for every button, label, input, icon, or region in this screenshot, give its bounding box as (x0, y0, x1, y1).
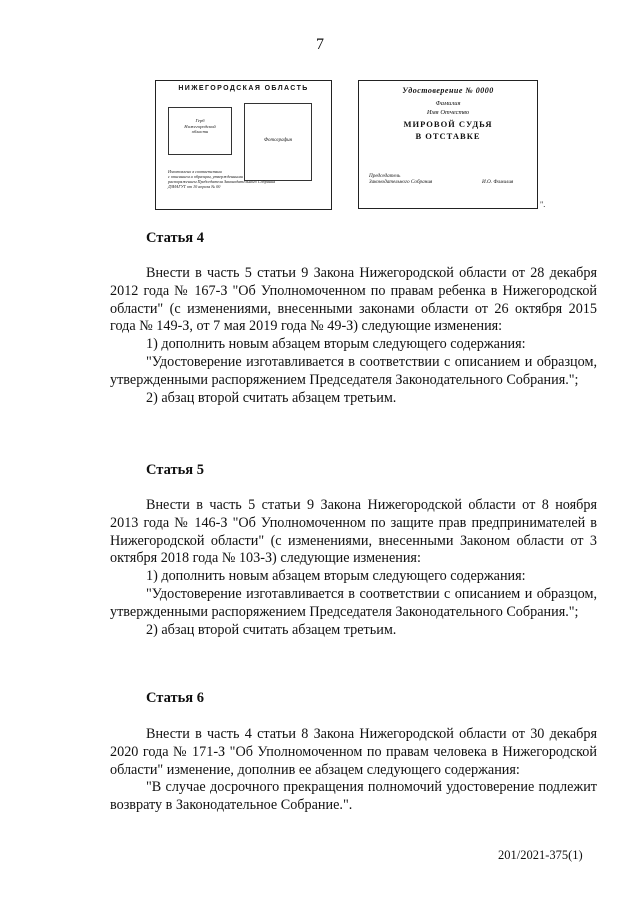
coat-of-arms-box (168, 107, 232, 155)
card-footnote (168, 169, 278, 189)
id-card-right-sample (358, 80, 538, 209)
article-4-heading: Статья 4 (146, 230, 204, 246)
card-footnote-line: с описанием и образцом, утвержденными (168, 174, 243, 179)
surname: Фамилия (435, 100, 461, 107)
emblem-line: Нижегородской (184, 123, 216, 129)
certificate-title: Удостоверение № 0000 (402, 86, 494, 95)
card-region-title: НИЖЕГОРОДСКАЯ ОБЛАСТЬ (178, 85, 309, 92)
card-footnote-line: распоряжением Председателя Законодательного Собрания (168, 179, 276, 184)
card-footnote-line: ДЗНАГУТ от 10 апреля № 00 (168, 184, 221, 189)
paragraph: 1) дополнить новым абзацем вторым следующего содержания: (146, 568, 526, 585)
chairman-line: Законодательного Собрания (369, 179, 433, 185)
article-4-body (110, 265, 597, 407)
paragraph: "Удостоверение изготавливается в соответствии с описанием и образцом, утвержденными распоряжением Председателя Законодательного Собрания."; (110, 353, 597, 388)
card-footnote-line: Изготовлено в соответствии (168, 169, 222, 174)
article-5-body (110, 497, 597, 639)
id-card-left-sample (155, 80, 332, 210)
chairman-line: Председатель (369, 173, 401, 179)
paragraph: 2) абзац второй считать абзацем третьим. (146, 621, 397, 638)
emblem-line: Герб (195, 118, 205, 123)
article-5-heading: Статья 5 (146, 462, 204, 478)
paragraph: Внести в часть 5 статьи 9 Закона Нижегородской области от 8 ноября 2013 года № 146-З "Об Уполномоченном по защите прав предпринимателей в Нижегородской области" (с изменениями, внесенными Законом области от 3 октября 2018 года № 103-З) следующие изменения: (110, 497, 597, 567)
paragraph: "В случае досрочного прекращения полномочий удостоверение подлежит возврату в Законодательное Собрание.". (110, 779, 597, 814)
page-number: 7 (316, 36, 324, 53)
paragraph: 2) абзац второй считать абзацем третьим. (146, 389, 397, 406)
position-line-1: МИРОВОЙ СУДЬЯ (403, 119, 493, 129)
paragraph: Внести в часть 5 статьи 9 Закона Нижегородской области от 28 декабря 2012 года № 167-З "Об Уполномоченном по правам ребенка в Нижегородской области" (с изменениями, внесенными законами области от 26 октября 2015 года № 149-З, от 7 мая 2019 года № 49-З) следующие изменения: (110, 265, 597, 335)
article-6-heading: Статья 6 (146, 690, 204, 706)
photo-label: Фотография (264, 138, 292, 143)
signature-name: И.О. Фамилия (482, 179, 514, 185)
paragraph: "Удостоверение изготавливается в соответствии с описанием и образцом, утвержденными распоряжением Председателя Законодательного Собрания."; (110, 585, 597, 620)
paragraph: 1) дополнить новым абзацем вторым следующего содержания: (146, 336, 526, 353)
closing-quote: ". (540, 200, 546, 209)
chairman-label (369, 173, 432, 185)
document-number: 201/2021-375(1) (498, 848, 583, 862)
position-line-2: В ОТСТАВКЕ (415, 131, 481, 141)
article-6-body (110, 726, 597, 815)
emblem-line: области (191, 129, 209, 134)
paragraph: Внести в часть 4 статьи 8 Закона Нижегородской области от 30 декабря 2020 года № 171-З "Об Уполномоченном по правам человека в Нижегородской области" изменение, дополнив ее абзацем следующего содержания: (110, 726, 597, 778)
name-patronymic: Имя Отчество (426, 109, 470, 116)
